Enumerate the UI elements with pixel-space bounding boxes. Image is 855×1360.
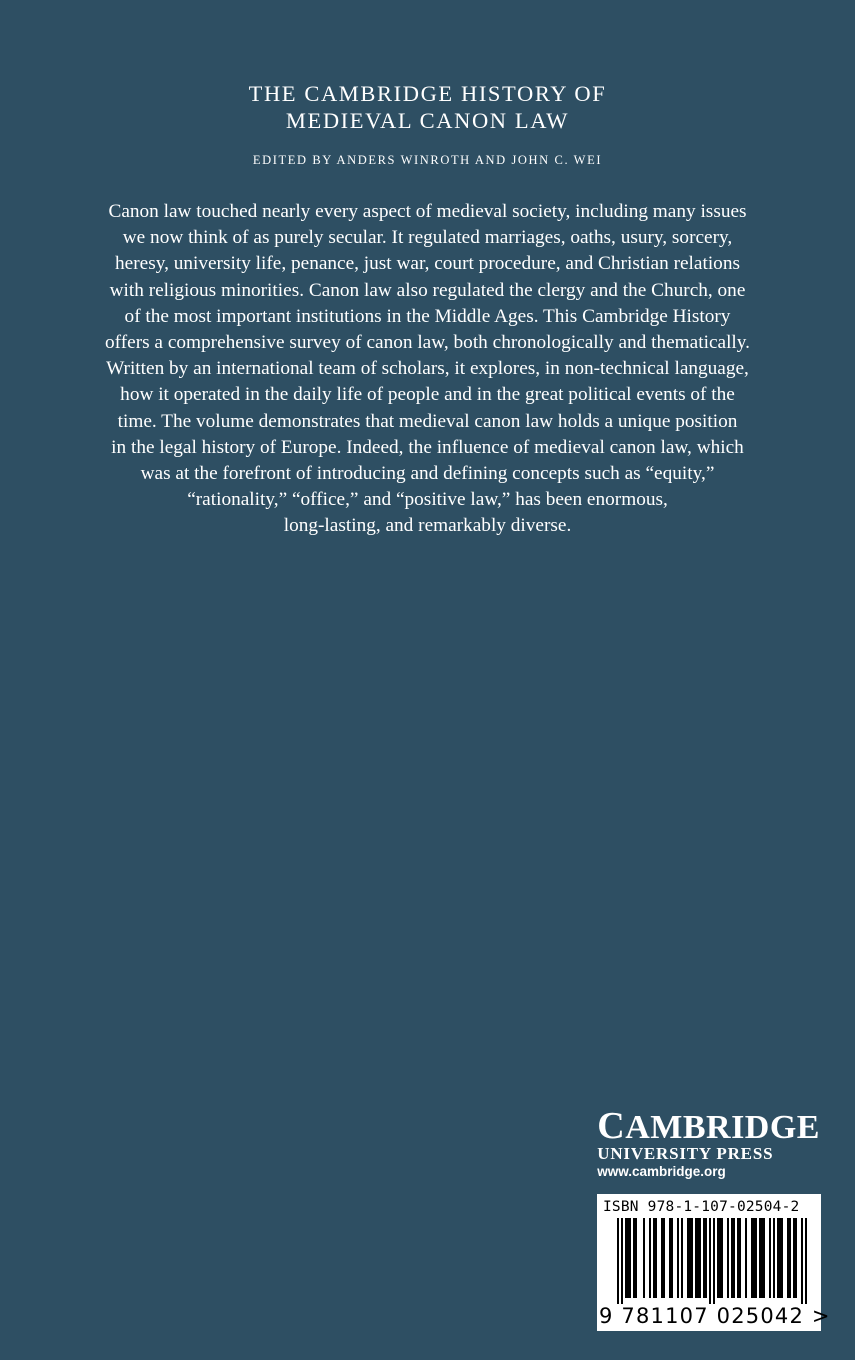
barcode-bar [697, 1218, 699, 1298]
description-line: Canon law touched nearly every aspect of medieval society, including many issues [108, 201, 747, 222]
barcode-bar [717, 1218, 719, 1298]
barcode-bar [731, 1218, 733, 1298]
barcode-bar [761, 1218, 763, 1298]
barcode-bar [769, 1218, 771, 1298]
isbn-barcode [597, 1194, 831, 1331]
barcode-bar [705, 1218, 707, 1298]
barcode-bar [627, 1218, 629, 1298]
barcode-bar [737, 1218, 739, 1298]
barcode-bar [733, 1218, 735, 1298]
barcode-bar [661, 1218, 663, 1298]
description-line: Written by an international team of scholars, it explores, in non-technical language, [106, 358, 749, 380]
barcode-bar [751, 1218, 753, 1298]
barcode-bar [655, 1218, 657, 1298]
barcode-bar [789, 1218, 791, 1298]
barcode-bar [653, 1218, 655, 1298]
barcode-bar [727, 1218, 729, 1298]
barcode-bar [773, 1218, 775, 1298]
publisher-name [597, 1105, 820, 1147]
barcode-bar [755, 1218, 757, 1298]
barcode-bar [629, 1218, 631, 1298]
barcode-bar [643, 1218, 645, 1298]
barcode-bar [709, 1218, 711, 1304]
publisher-subtitle: UNIVERSITY PRESS [597, 1144, 774, 1163]
barcode-bar [633, 1218, 635, 1298]
description-line: time. The volume demonstrates that medieval canon law holds a unique position [117, 410, 738, 432]
barcode-bar [721, 1218, 723, 1298]
barcode-bar [625, 1218, 627, 1298]
barcode-bar [781, 1218, 783, 1298]
barcode-bar [671, 1218, 673, 1298]
ean-digits: 9 781107 025042 > [599, 1304, 831, 1328]
barcode-bar [759, 1218, 761, 1298]
publisher-name-rest: AMBRIDGE [625, 1109, 820, 1146]
barcode-bars [603, 1218, 815, 1304]
barcode-bar [753, 1218, 755, 1298]
description-line: of the most important institutions in the Middle Ages. This Cambridge History [124, 305, 731, 327]
description-line: with religious minorities. Canon law also regulated the clergy and the Church, one [109, 279, 746, 301]
description-line: how it operated in the daily life of people and in the great political events of the [120, 384, 735, 406]
barcode-bar [745, 1218, 747, 1298]
barcode-bar [691, 1218, 693, 1298]
description-line: heresy, university life, penance, just war, court procedure, and Christian relations [115, 253, 740, 275]
barcode-bar [621, 1218, 623, 1304]
barcode-bar [793, 1218, 795, 1298]
barcode-bar [649, 1218, 651, 1298]
barcode-bar [779, 1218, 781, 1298]
barcode-bar [777, 1218, 779, 1298]
barcode-bar [669, 1218, 671, 1298]
barcode-bar [687, 1218, 689, 1298]
publisher-name-initial: C [597, 1105, 626, 1147]
barcode-bar [795, 1218, 797, 1298]
barcode-bar [763, 1218, 765, 1298]
title-line-1: THE CAMBRIDGE HISTORY OF [248, 81, 607, 106]
barcode-bar [787, 1218, 789, 1298]
barcode-bar [805, 1218, 807, 1304]
description-line: long-lasting, and remarkably diverse. [283, 515, 572, 537]
barcode-bar [663, 1218, 665, 1298]
description-line: in the legal history of Europe. Indeed, the influence of medieval canon law, which [111, 436, 744, 458]
publisher-logo [597, 1105, 820, 1181]
barcode-bar [677, 1218, 679, 1298]
barcode-bar [719, 1218, 721, 1298]
publisher-url: www.cambridge.org [597, 1164, 726, 1179]
barcode-bar [703, 1218, 705, 1298]
editors-credit: EDITED BY ANDERS WINROTH AND JOHN C. WEI [252, 153, 603, 167]
book-description [60, 199, 795, 540]
description-line: we now think of as purely secular. It regulated marriages, oaths, usury, sorcery, [122, 227, 733, 249]
title-line-2: MEDIEVAL CANON LAW [285, 108, 570, 133]
isbn-label: ISBN 978-1-107-02504-2 [603, 1199, 800, 1215]
description-line: “rationality,” “office,” and “positive law,” has been enormous, [187, 489, 668, 511]
barcode-bar [681, 1218, 683, 1298]
barcode-bar [617, 1218, 619, 1304]
barcode-bar [689, 1218, 691, 1298]
description-line: was at the forefront of introducing and defining concepts such as “equity,” [140, 463, 715, 485]
barcode-bar [713, 1218, 715, 1304]
barcode-bar [635, 1218, 637, 1298]
barcode-bar [695, 1218, 697, 1298]
description-line: offers a comprehensive survey of canon law, both chronologically and thematically. [105, 332, 750, 354]
barcode-bar [699, 1218, 701, 1298]
barcode-bar [739, 1218, 741, 1298]
book-title [0, 80, 855, 134]
barcode-bar [801, 1218, 803, 1304]
